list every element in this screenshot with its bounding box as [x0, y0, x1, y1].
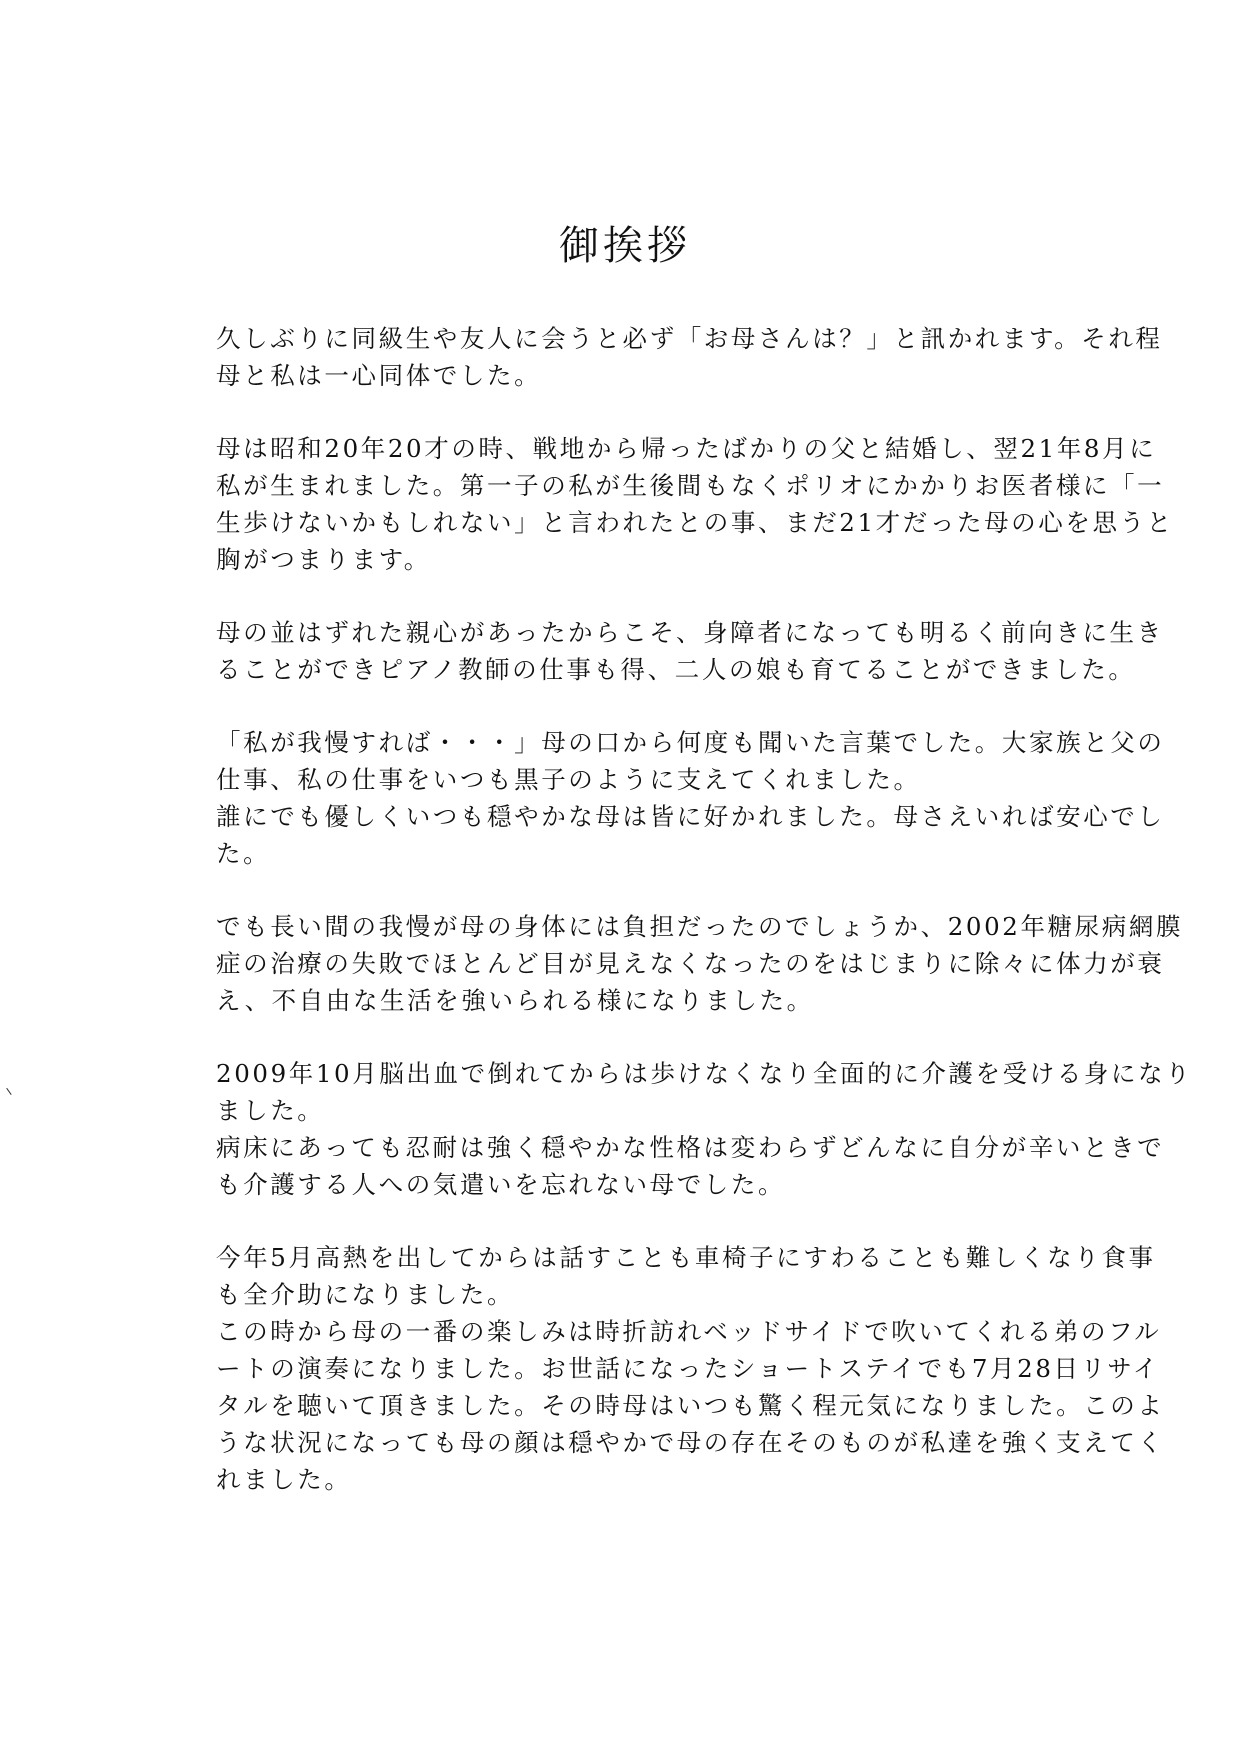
- paragraph: [216, 1055, 1193, 1203]
- text-line: うな状況になっても母の顔は穏やかで母の存在そのものが私達を強く支えてく: [216, 1428, 1165, 1457]
- text-line: 病床にあっても忍耐は強く穏やかな性格は変わらずどんなに自分が辛いときで: [216, 1133, 1165, 1162]
- text-line: 今年5月高熱を出してからは話すことも車椅子にすわることも難しくなり食事: [216, 1243, 1156, 1272]
- text-line: 生歩けないかもしれない」と言われたとの事、まだ21才だった母の心を思うと: [216, 508, 1174, 537]
- document-title: 御挨拶: [559, 223, 691, 269]
- scan-mark: [6, 1085, 16, 1095]
- text-line: でも長い間の我慢が母の身体には負担だったのでしょうか、2002年糖尿病網膜: [216, 912, 1184, 941]
- text-line: 仕事、私の仕事をいつも黒子のように支えてくれました。: [216, 765, 921, 794]
- text-line: 私が生まれました。第一子の私が生後間もなくポリオにかかりお医者様に「一: [216, 471, 1165, 500]
- text-line: 母は昭和20年20才の時、戦地から帰ったばかりの父と結婚し、翌21年8月に: [216, 434, 1157, 463]
- text-line: この時から母の一番の楽しみは時折訪れベッドサイドで吹いてくれる弟のフル: [216, 1317, 1162, 1346]
- paragraph: [216, 430, 1174, 578]
- text-line: 久しぶりに同級生や友人に会うと必ず「お母さんは？」と訊かれます。それ程: [216, 324, 1163, 353]
- text-line: 「私が我慢すれば・・・」母の口から何度も聞いた言葉でした。大家族と父の: [216, 728, 1165, 757]
- text-line: も介護する人への気遣いを忘れない母でした。: [216, 1170, 786, 1199]
- paragraph: [216, 614, 1164, 688]
- paragraph: [216, 908, 1184, 1019]
- text-line: れました。: [216, 1465, 352, 1494]
- text-line: た。: [216, 839, 271, 868]
- text-line: 症の治療の失敗でほとんど目が見えなくなったのをはじまりに除々に体力が衰: [216, 949, 1165, 978]
- text-line: 誰にでも優しくいつも穏やかな母は皆に好かれました。母さえいれば安心でし: [216, 802, 1165, 831]
- text-line: タルを聴いて頂きました。その時母はいつも驚く程元気になりました。このよ: [216, 1391, 1165, 1420]
- text-line: 母と私は一心同体でした。: [216, 361, 542, 390]
- text-line: ることができピアノ教師の仕事も得、二人の娘も育てることができました。: [216, 655, 1136, 684]
- text-line: ました。: [216, 1096, 325, 1125]
- text-line: も全介助になりました。: [216, 1280, 515, 1309]
- document-body: [216, 320, 1193, 1534]
- text-line: え、不自由な生活を強いられる様になりました。: [216, 986, 814, 1015]
- paragraph: [216, 724, 1165, 872]
- text-line: ートの演奏になりました。お世話になったショートステイでも7月28日リサイ: [216, 1354, 1160, 1383]
- text-line: 胸がつまります。: [216, 545, 431, 574]
- paragraph: [216, 1239, 1165, 1498]
- paragraph: [216, 320, 1163, 394]
- text-line: 母の並はずれた親心があったからこそ、身障者になっても明るく前向きに生き: [216, 618, 1164, 647]
- text-line: 2009年10月脳出血で倒れてからは歩けなくなり全面的に介護を受ける身になり: [216, 1059, 1193, 1088]
